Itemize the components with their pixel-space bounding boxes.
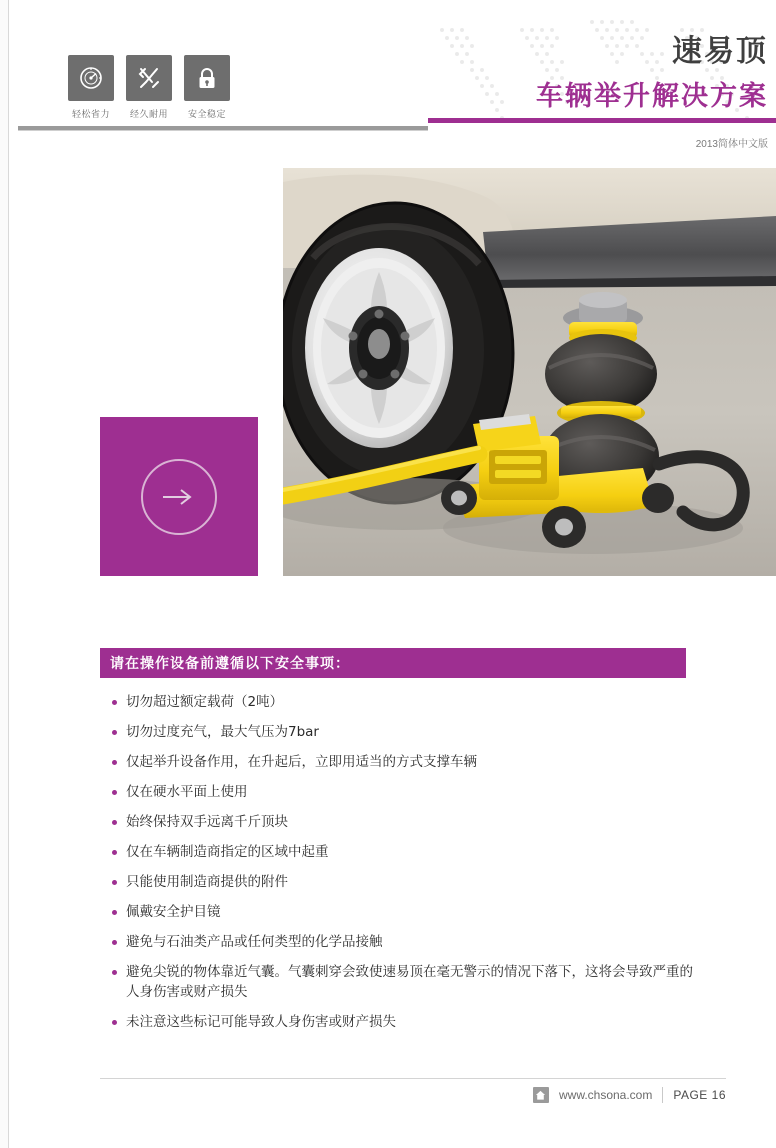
list-item: 仅在硬水平面上使用 bbox=[110, 782, 700, 802]
list-item: 避免尖锐的物体靠近气囊。气囊刺穿会致使速易顶在毫无警示的情况下落下，这将会导致严重的人身伤害或财产损失 bbox=[110, 962, 700, 1002]
header-rule-left-thin bbox=[18, 130, 428, 131]
footer-website[interactable]: www.chsona.com bbox=[558, 1088, 653, 1102]
safety-list bbox=[110, 692, 700, 1042]
list-item: 只能使用制造商提供的附件 bbox=[110, 872, 700, 892]
list-item: 避免与石油类产品或任何类型的化学品接触 bbox=[110, 932, 700, 952]
safety-heading-bar bbox=[100, 648, 686, 678]
feature-badges bbox=[68, 55, 230, 120]
feature-badge-0 bbox=[68, 55, 114, 120]
feature-badge-label: 安全稳定 bbox=[187, 109, 226, 119]
page-footer bbox=[100, 1078, 726, 1108]
feature-badge-label: 经久耐用 bbox=[129, 109, 168, 119]
footer-rule bbox=[100, 1078, 726, 1079]
list-item: 切勿超过额定载荷（2吨） bbox=[110, 692, 700, 712]
list-item: 仅起举升设备作用，在升起后，立即用适当的方式支撑车辆 bbox=[110, 752, 700, 772]
header-brand-block bbox=[428, 0, 776, 152]
home-icon bbox=[533, 1087, 549, 1103]
page-header bbox=[0, 0, 776, 152]
list-item: 切勿过度充气，最大气压为7bar bbox=[110, 722, 700, 742]
arrow-right-icon bbox=[141, 459, 217, 535]
list-item: 佩戴安全护目镜 bbox=[110, 902, 700, 922]
feature-badge-label: 轻松省力 bbox=[71, 109, 110, 119]
footer-content bbox=[533, 1087, 726, 1103]
header-rule-accent bbox=[428, 118, 776, 123]
footer-separator bbox=[662, 1087, 663, 1103]
accent-square bbox=[100, 417, 258, 576]
feature-badge-1 bbox=[126, 55, 172, 120]
brand-title: 速易顶 bbox=[672, 34, 768, 69]
list-item: 未注意这些标记可能导致人身伤害或财产损失 bbox=[110, 1012, 700, 1032]
gauge-icon bbox=[68, 55, 114, 101]
hero-photo bbox=[283, 168, 776, 576]
page-left-edge-line bbox=[8, 0, 9, 1148]
feature-badge-2 bbox=[184, 55, 230, 120]
page-left-margin bbox=[0, 0, 8, 1148]
safety-heading: 请在操作设备前遵循以下安全事项： bbox=[110, 656, 350, 672]
edition-label: 2013简体中文版 bbox=[695, 139, 768, 150]
footer-page-number: PAGE 16 bbox=[673, 1088, 726, 1102]
list-item: 始终保持双手远离千斤顶块 bbox=[110, 812, 700, 832]
brand-subtitle: 车辆举升解决方案 bbox=[536, 81, 768, 112]
list-item: 仅在车辆制造商指定的区域中起重 bbox=[110, 842, 700, 862]
lock-icon bbox=[184, 55, 230, 101]
tools-icon bbox=[126, 55, 172, 101]
